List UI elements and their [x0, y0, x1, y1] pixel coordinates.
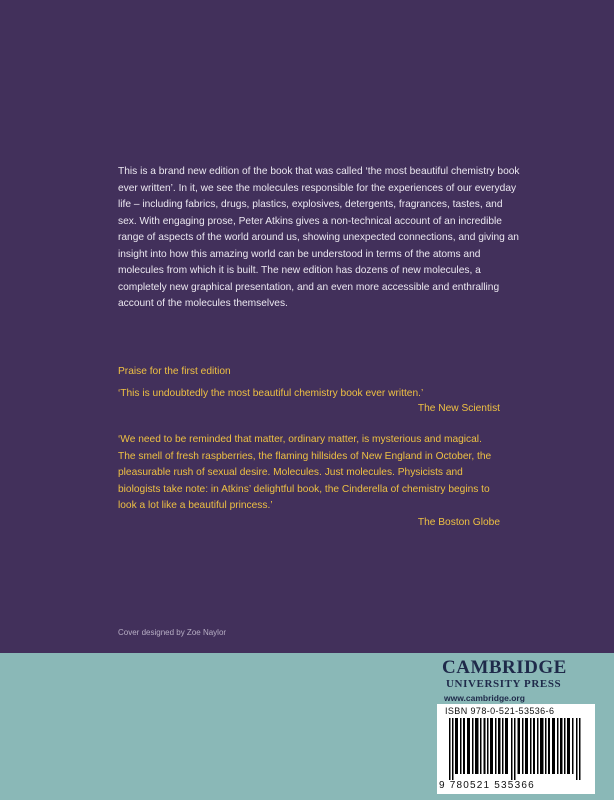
review-source: The New Scientist: [417, 403, 500, 414]
publisher-logo: [442, 658, 592, 703]
book-blurb: This is a brand new edition of the book that was called ‘the most beautiful chemistry book ever written’. In it, we see the molecules responsible for the experiences of our everyday life – including fabrics, drugs, plastics, explosives, detergents, fragrances, tastes, and sex. With engaging prose, Peter Atkins gives a non-technical account of an incredible range of aspects of the world around us, showing unexpected connections, and giving an insight into how this amazing world can be understood in terms of the atoms and molecules from which it is built. The new edition has dozens of new molecules, a completely new graphical presentation, and an even more accessible and enthralling account of the molecules themselves.: [118, 166, 520, 309]
review-quote: ‘This is undoubtedly the most beautiful chemistry book ever written.’: [118, 388, 424, 399]
publisher-url[interactable]: www.cambridge.org: [444, 693, 525, 703]
review-quote: ‘We need to be reminded that matter, ordinary matter, is mysterious and magical. The smell of fresh raspberries, the flaming hillsides of New England in October, the pleasurable rush of sexual desire. Molecules. Just molecules. Physicists and biologists take note: in Atkins’ delightful book, the Cinderella of chemistry begins to look a lot like a beautiful princess.’: [118, 434, 492, 511]
barcode-bars-icon: [449, 718, 583, 780]
review-source: The Boston Globe: [417, 517, 500, 528]
praise-heading: Praise for the first edition: [118, 366, 231, 377]
cover-credit: Cover designed by Zoe Naylor: [118, 628, 227, 637]
isbn-barcode: [437, 704, 595, 794]
barcode-digits: 9 780521 535366: [439, 780, 535, 791]
isbn-label: ISBN 978-0-521-53536-6: [445, 706, 555, 716]
publisher-subtitle: UNIVERSITY PRESS: [446, 678, 562, 690]
publisher-name: CAMBRIDGE: [442, 657, 567, 678]
